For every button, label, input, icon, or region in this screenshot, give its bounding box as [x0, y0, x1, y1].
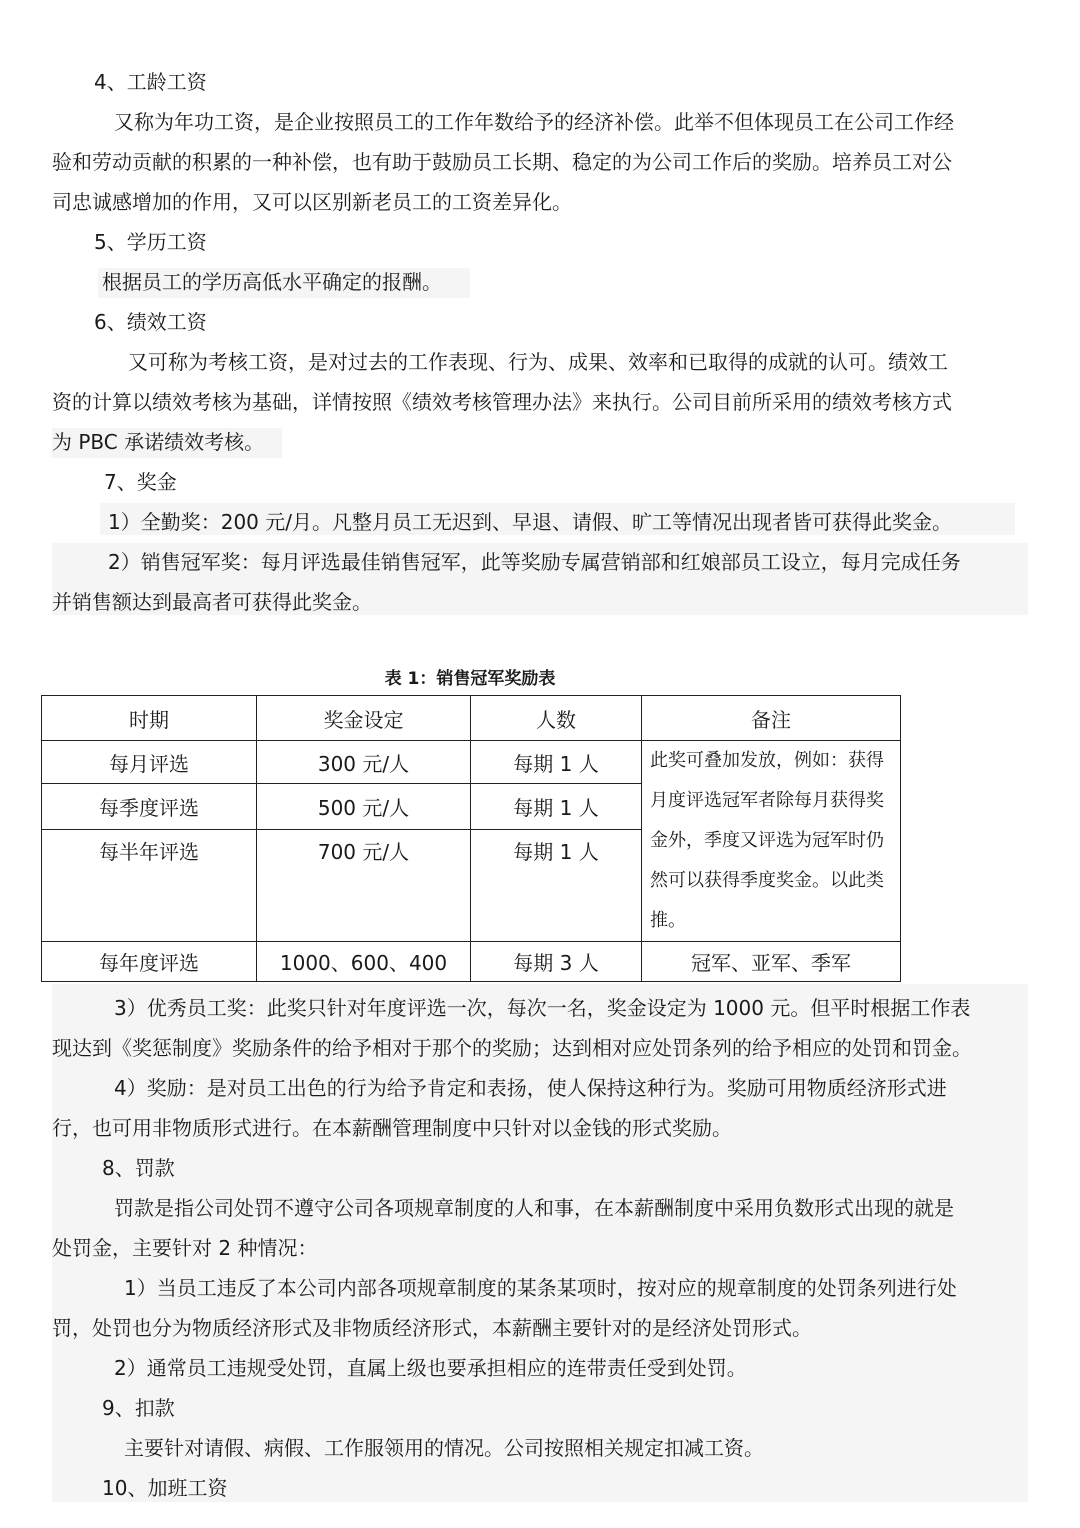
- table-header-cell: 人数: [471, 696, 642, 741]
- section-7-item-4: 行，也可用非物质形式进行。在本薪酬管理制度中只针对以金钱的形式奖励。: [52, 1116, 732, 1140]
- table-cell-note: 冠军、亚军、季军: [642, 942, 901, 982]
- table-cell-period: 每月评选: [42, 741, 257, 784]
- section-8-item-1: 罚，处罚也分为物质经济形式及非物质经济形式，本薪酬主要针对的是经济处罚形式。: [52, 1316, 812, 1340]
- section-7-item-3: 3）优秀员工奖：此奖只针对年度评选一次，每次一名，奖金设定为 1000 元。但平时根据工作表: [114, 996, 971, 1020]
- section-7-item-3: 现达到《奖惩制度》奖励条件的给予相对于那个的奖励；达到相对应处罚条列的给予相应的处罚和罚金。: [52, 1036, 972, 1060]
- section-5-heading: 5、学历工资: [94, 230, 207, 254]
- section-5-paragraph: 根据员工的学历高低水平确定的报酬。: [102, 270, 442, 294]
- section-7-heading: 7、奖金: [104, 470, 177, 494]
- table-cell-amount: 700 元/人: [257, 830, 471, 942]
- section-8-item-1: 1）当员工违反了本公司内部各项规章制度的某条某项时，按对应的规章制度的处罚条列进行处: [124, 1276, 957, 1300]
- section-6-paragraph: 资的计算以绩效考核为基础，详情按照《绩效考核管理办法》来执行。公司目前所采用的绩效考核方式: [52, 390, 952, 414]
- section-7-item-1: 1）全勤奖：200 元/月。凡整月员工无迟到、早退、请假、旷工等情况出现者皆可获得此奖金。: [108, 510, 952, 534]
- table-cell-amount: 1000、600、400: [257, 942, 471, 982]
- table-header-row: [42, 696, 901, 741]
- table-header-cell: 奖金设定: [257, 696, 471, 741]
- section-7-item-2: 并销售额达到最高者可获得此奖金。: [52, 590, 372, 614]
- section-4-paragraph: 司忠诚感增加的作用，又可以区别新老员工的工资差异化。: [52, 190, 572, 214]
- table-header-cell: 时期: [42, 696, 257, 741]
- section-6-heading: 6、绩效工资: [94, 310, 207, 334]
- table-cell-period: 每半年评选: [42, 830, 257, 942]
- table-cell-period: 每年度评选: [42, 942, 257, 982]
- table-cell-amount: 500 元/人: [257, 784, 471, 830]
- table-cell-period: 每季度评选: [42, 784, 257, 830]
- section-9-paragraph: 主要针对请假、病假、工作服领用的情况。公司按照相关规定扣减工资。: [124, 1436, 764, 1460]
- table-header-cell: 备注: [642, 696, 901, 741]
- section-6-paragraph: 又可称为考核工资，是对过去的工作表现、行为、成果、效率和已取得的成就的认可。绩效工: [128, 350, 948, 374]
- table-cell-count: 每期 3 人: [471, 942, 642, 982]
- table-cell-count: 每期 1 人: [471, 741, 642, 784]
- section-4-heading: 4、工龄工资: [94, 70, 207, 94]
- section-6-paragraph: 为 PBC 承诺绩效考核。: [52, 430, 265, 454]
- table-row: [42, 942, 901, 982]
- section-7-item-2: 2）销售冠军奖：每月评选最佳销售冠军，此等奖励专属营销部和红娘部员工设立，每月完成任务: [108, 550, 961, 574]
- table-cell-amount: 300 元/人: [257, 741, 471, 784]
- table-cell-count: 每期 1 人: [471, 784, 642, 830]
- section-7-item-4: 4）奖励：是对员工出色的行为给予肯定和表扬，使人保持这种行为。奖励可用物质经济形式进: [114, 1076, 947, 1100]
- table-cell-count: 每期 1 人: [471, 830, 642, 942]
- table-caption: 表 1：销售冠军奖励表: [384, 669, 556, 689]
- section-4-paragraph: 验和劳动贡献的积累的一种补偿，也有助于鼓励员工长期、稳定的为公司工作后的奖励。培养员工对公: [52, 150, 952, 174]
- section-10-heading: 10、加班工资: [102, 1476, 228, 1500]
- section-8-paragraph: 罚款是指公司处罚不遵守公司各项规章制度的人和事，在本薪酬制度中采用负数形式出现的就是: [114, 1196, 954, 1220]
- section-9-heading: 9、扣款: [102, 1396, 175, 1420]
- table-cell-merged-note: 此奖可叠加发放，例如：获得月度评选冠军者除每月获得奖金外，季度又评选为冠军时仍然可以获得季度奖金。以此类推。: [642, 741, 901, 942]
- sales-award-table: [41, 695, 901, 982]
- section-8-paragraph: 处罚金，主要针对 2 种情况：: [52, 1236, 318, 1260]
- section-4-paragraph: 又称为年功工资，是企业按照员工的工作年数给予的经济补偿。此举不但体现员工在公司工作经: [114, 110, 954, 134]
- table-row: [42, 741, 901, 784]
- section-8-heading: 8、罚款: [102, 1156, 175, 1180]
- section-8-item-2: 2）通常员工违规受处罚，直属上级也要承担相应的连带责任受到处罚。: [114, 1356, 747, 1380]
